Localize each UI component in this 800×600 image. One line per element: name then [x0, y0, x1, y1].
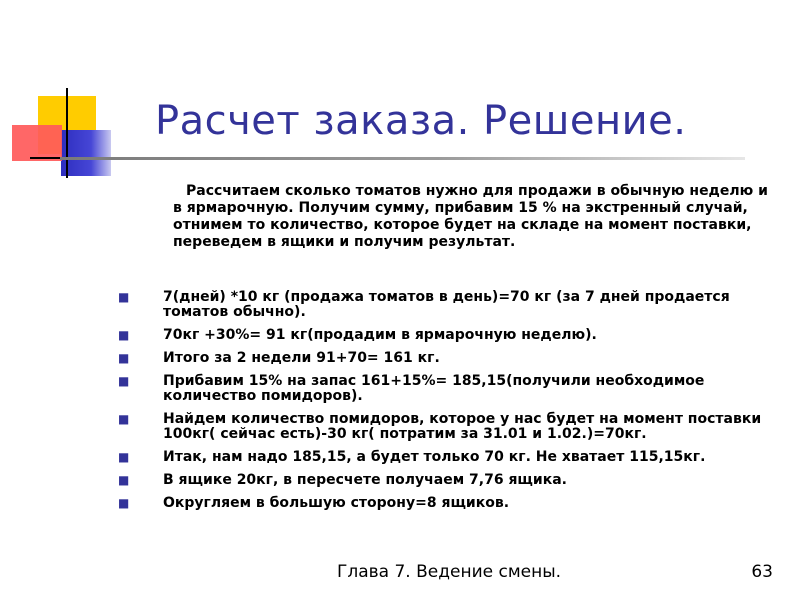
- slide-footer: Глава 7. Ведение смены.: [337, 562, 562, 582]
- decoration-red-square: [12, 125, 62, 161]
- title-underline: [60, 157, 745, 160]
- list-item: [118, 328, 798, 343]
- page-number: 63: [751, 562, 773, 582]
- list-item: [118, 473, 798, 488]
- list-item-text: 7(дней) *10 кг (продажа томатов в день)=70 кг (за 7 дней продается томатов обычно).: [163, 289, 730, 320]
- square-bullet-icon: ■: [118, 374, 130, 388]
- list-item-text: Итак, нам надо 185,15, а будет только 70 кг. Не хватает 115,15кг.: [163, 449, 706, 465]
- square-bullet-icon: ■: [118, 450, 130, 464]
- slide-title: Расчет заказа. Решение.: [155, 98, 687, 144]
- square-bullet-icon: ■: [118, 351, 130, 365]
- square-bullet-icon: ■: [118, 290, 130, 304]
- list-item-text: В ящике 20кг, в пересчете получаем 7,76 ящика.: [163, 472, 567, 488]
- decoration-blue-square: [61, 130, 111, 176]
- list-item: [118, 450, 798, 465]
- square-bullet-icon: ■: [118, 496, 130, 510]
- solution-steps-list: [118, 290, 798, 519]
- list-item-text: Прибавим 15% на запас 161+15%= 185,15(получили необходимое количество помидоров).: [163, 373, 705, 404]
- square-bullet-icon: ■: [118, 473, 130, 487]
- square-bullet-icon: ■: [118, 328, 130, 342]
- list-item: [118, 496, 798, 511]
- intro-paragraph: Рассчитаем сколько томатов нужно для продажи в обычную неделю и в ярмарочную. Получим сумму, прибавим 15 % на экстренный случай, отнимем то количество, которое будет на складе на момент поставки, переведем в ящики и получим результат.: [173, 183, 768, 250]
- list-item-text: Итого за 2 недели 91+70= 161 кг.: [163, 350, 440, 366]
- list-item: [118, 290, 798, 320]
- list-item: [118, 412, 798, 442]
- list-item-text: 70кг +30%= 91 кг(продадим в ярмарочную неделю).: [163, 327, 597, 343]
- decoration-horizontal-line: [30, 157, 62, 159]
- list-item-text: Округляем в большую сторону=8 ящиков.: [163, 495, 510, 511]
- decoration-vertical-line: [66, 88, 68, 178]
- list-item: [118, 374, 798, 404]
- list-item: [118, 351, 798, 366]
- square-bullet-icon: ■: [118, 412, 130, 426]
- list-item-text: Найдем количество помидоров, которое у нас будет на момент поставки 100кг( сейчас есть)-30 кг( потратим за 31.01 и 1.02.)=70кг.: [163, 411, 762, 442]
